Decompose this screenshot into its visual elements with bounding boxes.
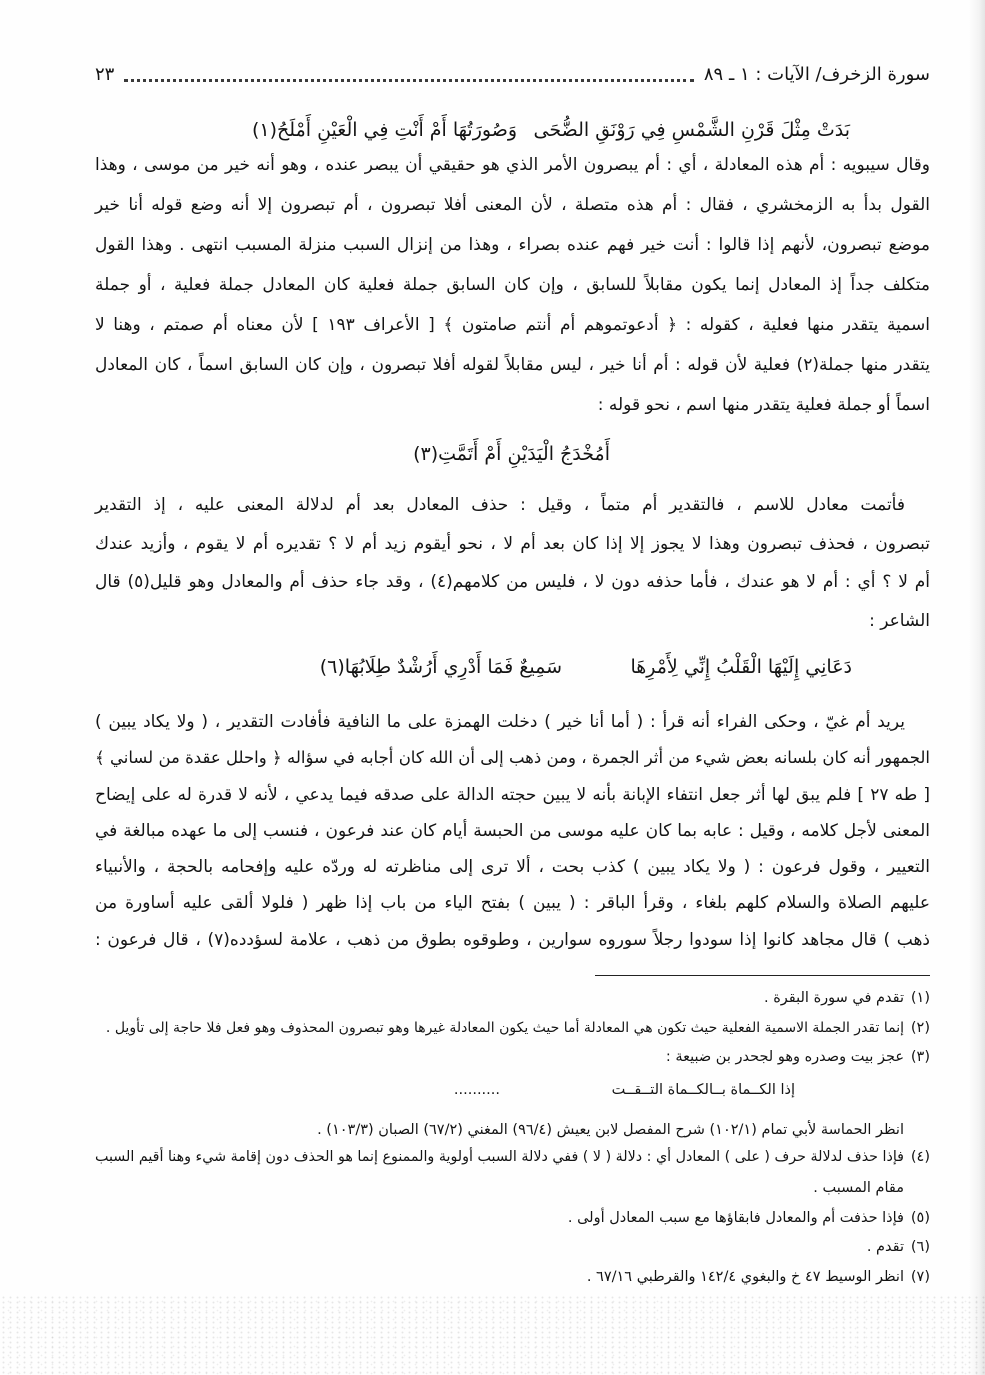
scan-noise [0, 1295, 985, 1375]
footnote-text: انظر الوسيط ٤٧ خ والبغوي ١٤٢/٤ والقرطبي ٦٧/١٦ . [586, 1269, 904, 1285]
text-line: موضع تبصرون، لأنهم إذا قالوا : أنت خير فهم عنده بصراء ، وهذا من إنزال السبب منزلة المسبب انتهى . وهذا القول [95, 235, 930, 255]
text-line: الشاعر : [869, 610, 930, 631]
footnote-7 [95, 1264, 930, 1290]
footnote-3-verse [0, 1077, 985, 1103]
footnote-3-source [95, 1117, 930, 1143]
footnote-1 [95, 985, 930, 1011]
footnote-marker: (٣) [910, 1049, 930, 1065]
footnote-text: تقدم . [866, 1239, 904, 1255]
text-line: تبصرون ، فحذف تبصرون وهذا لا يجوز إلا إذا كان بعد أم لا ، نحو أيقوم زيد أم لا ؟ تقديره أم لا يقوم ، وأزيد عندك [95, 533, 930, 554]
footnote-4-continuation [95, 1175, 930, 1201]
footnote-separator [595, 975, 930, 976]
text-line: [ طه ٢٧ ] فلم يبق لها أثر جعل انتفاء الإبانة بأنه لا يبين حجته الدالة على صدقه فيما يدعي ، لأنه لا قدرة له على إيضاح [95, 784, 930, 805]
scan-edge-shadow [969, 0, 985, 1375]
footnote-text: عجز بيت وصدره وهو لجحدر بن ضبيعة : [665, 1049, 904, 1065]
text-line: وقال سيبويه : أم هذه المعادلة ، أي : أم يبصرون الأمر الذي هو حقيقي أن يبصر عنده ، وهو أنه خير من موسى ، وهذا [95, 155, 930, 175]
footnote-5 [95, 1205, 930, 1231]
paragraph-1 [95, 145, 930, 425]
text-line: القول بدأ به الزمخشري ، فقال : أم هذه متصلة ، لأن المعنى أفلا تبصرون ، أم تبصرون إلا أنه وضع قوله أنا خير [95, 195, 930, 215]
verse-1-first-hemistich: بَدَتْ مِثْلَ قَرْنِ الشَّمْسِ فِي رَوْنَقِ الضُّحَى [533, 119, 850, 141]
footnote-marker: (٥) [910, 1210, 930, 1226]
text-line: المعنى لأجل كلامه ، وقيل : عابه بما كان عليه موسى من الحبسة أيام كان عند فرعون ، فنسب إلى ما عهده مبالغة في [95, 820, 930, 841]
footnote-4 [95, 1144, 930, 1170]
text-line: يريد أم غيّ ، وحكى الفراء أنه قرأ : ( أما أنا خير ) دخلت الهمزة على ما النافية فأفادت التقدير ، ( ولا يكاد يبين ) [95, 712, 905, 732]
footnote-marker: (٦) [910, 1239, 930, 1255]
text-line: ذهب ) قال مجاهد كانوا إذا سودوا رجلاً سوروه سوارين ، وطوقوه بطوق من ذهب ، علامة لسؤدده(٧) ، قال فرعون : [95, 929, 930, 950]
footnote-marker-spacer [904, 1117, 930, 1143]
verse-1-second-hemistich: وَصُورَتُهَا أَمْ أَنْتِ فِي الْعَيْنِ أَمْلَحُ(١) [251, 119, 517, 141]
dotted-leader [124, 79, 694, 82]
text-line: الجمهور أنه كان بلسانه بعض شيء من أثر الجمرة ، ومن ذهب إلى أن الله كان أجابه في سؤاله ﴿ واحلل عقدة من لساني ﴾ [95, 748, 930, 768]
footnote-marker: (١) [910, 990, 930, 1006]
footnote-3-first-hemistich: إذا الكــماة بــالكــماة التــقــت [611, 1082, 795, 1098]
footnote-marker-spacer [904, 1175, 930, 1201]
text-line: اسمية يتقدر منها فعلية ، كقوله : ﴿ أدعوتموهم أم أنتم صامتون ﴾ [ الأعراف ١٩٣ ] لأن معناه أم صمتم ، وهنا لا [95, 315, 931, 335]
text-line: اسماً أو جملة فعلية يتقدر منها اسم ، نحو قوله : [597, 395, 930, 415]
footnote-6 [95, 1234, 930, 1260]
text-line: متكلف جداً إذ المعادل إنما يكون مقابلاً للسابق ، وإن كان السابق جملة فعلية كان المعادل جملة فعلية ، أو جملة [95, 275, 930, 295]
verse-3 [0, 650, 985, 684]
footnote-2 [95, 1015, 930, 1041]
footnote-3-second-hemistich: .......... [453, 1082, 500, 1098]
page-number: ٢٣ [95, 64, 115, 85]
text-line: التعيير ، وقول فرعون : ( ولا يكاد يبين ) كذب بحت ، ألا ترى إلى مناظرته له وردّه عليه وإفحامه بالحجة ، والأنبياء [95, 857, 930, 878]
paragraph-3 [95, 704, 930, 958]
running-header-title: سورة الزخرف/ الآيات : ١ ـ ٨٩ [703, 64, 930, 85]
text-line: أم لا ؟ أي : أم لا هو عندك ، فأما حذفه دون لا ، فليس من كلامهم(٤) ، وقد جاء حذف أم والمعادل وهو قليل(٥) قال [95, 572, 930, 592]
verse-1 [0, 113, 985, 147]
text-line: فأتمت معادل للاسم ، فالتقدير أم متماً ، وقيل : حذف المعادل بعد أم لدلالة المعنى عليه ، إذ التقدير [95, 495, 905, 515]
verse-3-second-hemistich: سَمِيعٌ فَمَا أَدْرِي أَرُشْدٌ طِلَابُهَا(٦) [319, 656, 562, 678]
footnote-text: إنما تقدر الجملة الاسمية الفعلية حيث تكون هي المعادلة أما حيث يكون المعادلة غيرها وهو تبصرون المحذوف وهو فعل فلا حاجة إلى تأويل . [105, 1020, 904, 1036]
text-line: عليهم الصلاة والسلام كلهم بلغاء ، وقرأ الباقر : ( يبين ) بفتح الياء من باب إذا ظهر ( فلولا ألقى عليه أساورة من [95, 893, 930, 914]
footnote-text: فإذا حذف لدلالة حرف ( على ) المعادل أي : دلالة ( لا ) ففي دلالة السبب أولوية والممنوع إنما هو الحذف دون إقامة شيء وهنا أقيم السبب [95, 1149, 904, 1165]
footnote-marker: (٢) [910, 1020, 930, 1036]
footnote-marker: (٧) [910, 1269, 930, 1285]
footnote-marker: (٤) [910, 1149, 930, 1165]
verse-3-first-hemistich: دَعَانِي إِلَيْهَا الْقَلْبُ إِنِّي لِأَمْرِهَا [630, 656, 852, 678]
paragraph-2 [95, 486, 930, 640]
verse-2-hemistich: أَمُخْدَجُ الْيَدَيْنِ أَمْ أَتَمَّتِ(٣) [413, 443, 610, 465]
footnote-text: تقدم في سورة البقرة . [763, 990, 904, 1006]
footnote-text: فإذا حذفت أم والمعادل فابقاؤها مع سبب المعادل أولى . [567, 1210, 904, 1226]
footnote-3 [95, 1044, 930, 1070]
footnote-text: انظر الحماسة لأبي تمام (١٠٢/١) شرح المفصل لابن يعيش (٩٦/٤) المغني (٦٧/٢) الصبان (١٠٣/٣) . [317, 1122, 904, 1138]
verse-2 [0, 437, 985, 471]
text-line: يتقدر منها جملة(٢) فعلية لأن قوله : أم أنا خير ، ليس مقابلاً لقوله أفلا تبصرون ، وإن كان السابق اسماً ، كان المعادل [95, 355, 930, 375]
running-header [95, 60, 930, 90]
footnote-text: مقام المسبب . [813, 1180, 904, 1196]
